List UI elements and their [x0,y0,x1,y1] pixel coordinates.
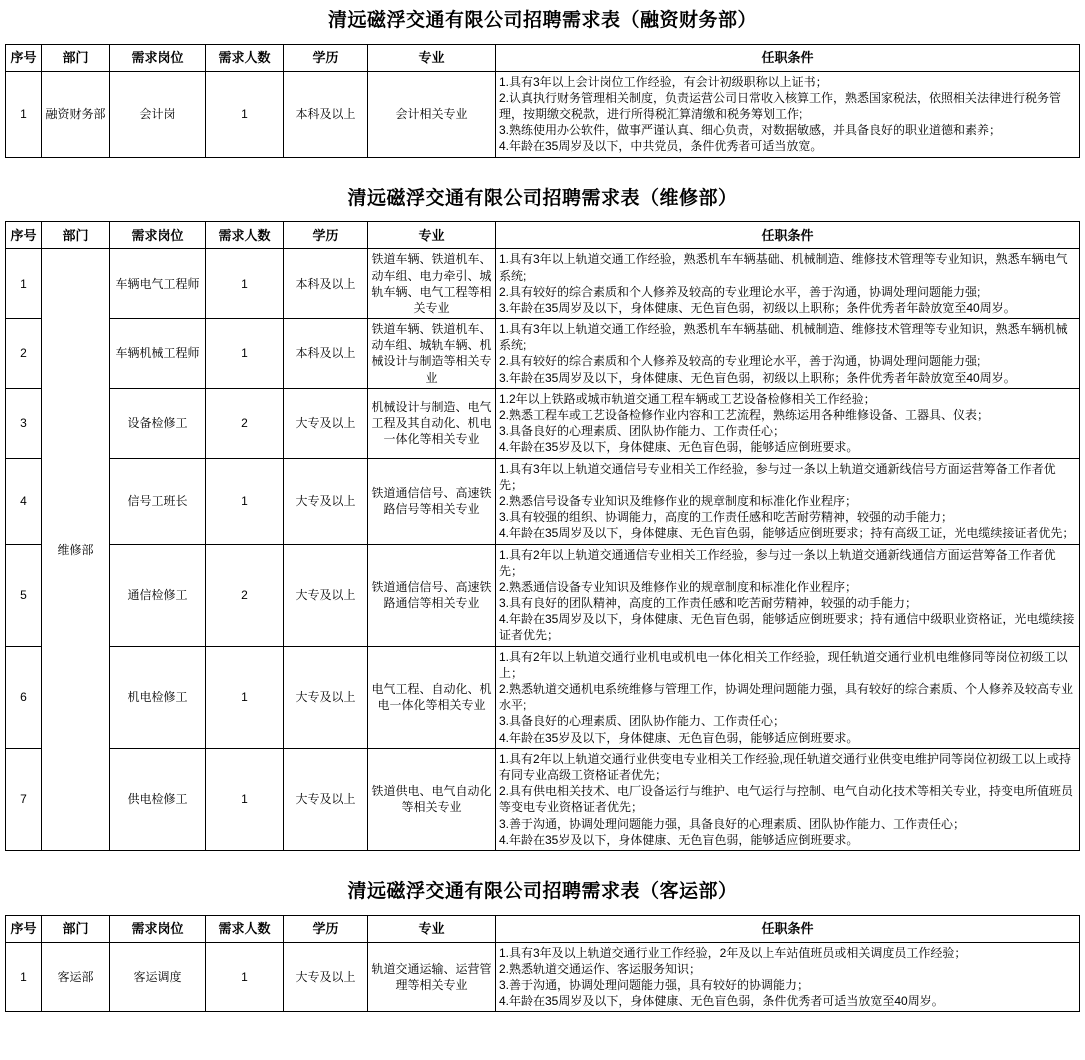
cell-conditions [496,646,1080,748]
condition-line: 3.具备良好的心理素质、团队协作能力、工作责任心； [499,714,786,729]
cell-edu: 大专及以上 [284,942,368,1012]
cell-conditions [496,748,1080,850]
column-header-no: 序号 [6,44,42,71]
condition-line: 1.具有3年以上轨道交通信号专业相关工作经验，参与过一条以上轨道交通新线信号方面运营筹备工作者优先； [499,461,1056,492]
table-row [6,319,1080,389]
cell-edu: 大专及以上 [284,388,368,458]
recruitment-table-finance [5,44,1080,158]
table-row [6,249,1080,319]
cell-dept: 融资财务部 [42,71,110,157]
column-header-conditions: 任职条件 [496,44,1080,71]
section-finance [0,0,1085,158]
condition-line: 4.年龄在35周岁及以下，身体健康、无色盲色弱，能够适应倒班要求；持有通信中级职业资格证，光电缆续接证者优先； [499,612,1075,643]
section-title: 清远磁浮交通有限公司招聘需求表（客运部） [347,880,738,902]
cell-conditions [496,458,1080,544]
column-header-post: 需求岗位 [110,915,206,942]
cell-num: 1 [206,458,284,544]
column-header-post: 需求岗位 [110,44,206,71]
table-row [6,942,1080,1012]
condition-line: 1.具有2年以上轨道交通行业供变电专业相关工作经验,现任轨道交通行业供变电维护同等岗位初级工以上或持有同专业高级工资格证者优先； [499,751,1072,782]
section-passenger [0,871,1085,1012]
table-row [6,646,1080,748]
cell-post: 车辆电气工程师 [110,249,206,319]
column-header-major: 专业 [368,44,496,71]
cell-post: 会计岗 [110,71,206,157]
cell-num: 1 [206,319,284,389]
column-header-num: 需求人数 [206,44,284,71]
column-header-dept: 部门 [42,915,110,942]
cell-major: 铁道车辆、铁道机车、动车组、城轨车辆、机械设计与制造等相关专业 [368,319,496,389]
condition-line: 4.年龄在35岁及以下，身体健康、无色盲色弱，能够适应倒班要求。 [499,730,859,745]
column-header-edu: 学历 [284,222,368,249]
condition-line: 2.熟悉信号设备专业知识及维修作业的规章制度和标准化作业程序； [499,493,858,508]
table-row [6,544,1080,646]
column-header-no: 序号 [6,222,42,249]
condition-line: 1.具有2年以上轨道交通通信专业相关工作经验，参与过一条以上轨道交通新线通信方面运营筹备工作者优先； [499,547,1056,578]
cell-major: 铁道供电、电气自动化等相关专业 [368,748,496,850]
condition-line: 2.具有供电相关技术、电厂设备运行与维护、电气运行与控制、电气自动化技术等相关专业，持变电所值班员等变电专业资格证者优先； [499,784,1074,815]
cell-no: 6 [6,646,42,748]
cell-no: 7 [6,748,42,850]
condition-line: 3.善于沟通，协调处理问题能力强，具有较好的协调能力； [499,977,810,992]
table-header-row [6,915,1080,942]
cell-conditions [496,544,1080,646]
cell-major: 铁道车辆、铁道机车、动车组、电力牵引、城轨车辆、电气工程等相关专业 [368,249,496,319]
condition-line: 2.认真执行财务管理相关制度，负责运营公司日常收入核算工作，熟悉国家税法，依照相关法律进行税务管理，按期缴交税款，进行所得税汇算清缴和税务筹划工作; [499,90,1062,122]
column-header-edu: 学历 [284,44,368,71]
cell-major: 轨道交通运输、运营管理等相关专业 [368,942,496,1012]
cell-major: 铁道通信信号、高速铁路通信等相关专业 [368,544,496,646]
cell-major: 会计相关专业 [368,71,496,157]
recruitment-table-maintenance [5,221,1080,851]
cell-edu: 大专及以上 [284,748,368,850]
table-row [6,458,1080,544]
condition-line: 3.年龄在35周岁及以下，身体健康、无色盲色弱，初级以上职称；条件优秀者年龄放宽至40周岁。 [499,300,1016,315]
cell-conditions [496,942,1080,1012]
column-header-major: 专业 [368,915,496,942]
cell-conditions [496,249,1080,319]
cell-post: 通信检修工 [110,544,206,646]
cell-edu: 大专及以上 [284,646,368,748]
cell-dept-merged: 维修部 [42,249,110,851]
cell-no: 5 [6,544,42,646]
table-row [6,71,1080,157]
condition-line: 3.年龄在35周岁及以下，身体健康、无色盲色弱，初级以上职称；条件优秀者年龄放宽至40周岁。 [499,370,1016,385]
condition-line: 3.善于沟通，协调处理问题能力强，具备良好的心理素质、团队协作能力、工作责任心； [499,816,966,831]
column-header-conditions: 任职条件 [496,222,1080,249]
condition-line: 2.熟悉轨道交通运作、客运服务知识； [499,961,702,976]
condition-line: 1.具有2年以上轨道交通行业机电或机电一体化相关工作经验，现任轨道交通行业机电维修同等岗位初级工以上； [499,649,1068,680]
column-header-num: 需求人数 [206,915,284,942]
condition-line: 2.熟悉工程车或工艺设备检修作业内容和工艺流程，熟练运用各种维修设备、工器具、仪表； [499,408,990,422]
condition-line: 1.具有3年以上轨道交通工作经验，熟悉机车车辆基础、机械制造、维修技术管理等专业知识，熟悉车辆电气系统; [499,252,1068,283]
cell-edu: 大专及以上 [284,544,368,646]
cell-no: 1 [6,942,42,1012]
section-spacer [0,158,1085,178]
cell-no: 1 [6,249,42,319]
cell-major: 铁道通信信号、高速铁路信号等相关专业 [368,458,496,544]
condition-line: 2.具有较好的综合素质和个人修养及较高的专业理论水平，善于沟通，协调处理问题能力强; [499,354,981,369]
condition-line: 1.2年以上铁路或城市轨道交通工程车辆或工艺设备检修相关工作经验； [499,391,876,406]
condition-line: 3.具有较强的组织、协调能力，高度的工作责任感和吃苦耐劳精神，较强的动手能力； [499,510,954,525]
column-header-major: 专业 [368,222,496,249]
cell-num: 2 [206,388,284,458]
table-header-row [6,44,1080,71]
cell-num: 1 [206,748,284,850]
cell-conditions [496,388,1080,458]
cell-edu: 本科及以上 [284,319,368,389]
condition-line: 3.熟练使用办公软件，做事严谨认真、细心负责，对数据敏感，并具备良好的职业道德和素养； [499,123,1002,138]
cell-edu: 大专及以上 [284,458,368,544]
cell-conditions [496,71,1080,157]
condition-line: 2.熟悉轨道交通机电系统维修与管理工作，协调处理问题能力强，具有较好的综合素质、个人修养及较高专业水平; [499,682,1074,713]
cell-no: 4 [6,458,42,544]
cell-no: 2 [6,319,42,389]
recruitment-table-passenger [5,915,1080,1013]
cell-post: 供电检修工 [110,748,206,850]
column-header-edu: 学历 [284,915,368,942]
cell-post: 机电检修工 [110,646,206,748]
condition-line: 4.年龄在35周岁及以下，身体健康、无色盲色弱，条件优秀者可适当放宽至40周岁。 [499,994,944,1009]
condition-line: 4.年龄在35岁及以下，身体健康、无色盲色弱，能够适应倒班要求。 [499,440,859,455]
column-header-conditions: 任职条件 [496,915,1080,942]
section-spacer [0,851,1085,871]
cell-edu: 本科及以上 [284,71,368,157]
cell-num: 2 [206,544,284,646]
cell-post: 设备检修工 [110,388,206,458]
condition-line: 1.具有3年以上会计岗位工作经验，有会计初级职称以上证书； [499,74,828,89]
cell-post: 车辆机械工程师 [110,319,206,389]
column-header-no: 序号 [6,915,42,942]
condition-line: 4.年龄在35周岁及以下，中共党员，条件优秀者可适当放宽。 [499,139,823,154]
cell-major: 电气工程、自动化、机电一体化等相关专业 [368,646,496,748]
section-title: 清远磁浮交通有限公司招聘需求表（维修部） [347,187,738,209]
condition-line: 2.具有较好的综合素质和个人修养及较高的专业理论水平，善于沟通，协调处理问题能力强; [499,284,981,299]
cell-num: 1 [206,646,284,748]
cell-conditions [496,319,1080,389]
cell-no: 1 [6,71,42,157]
condition-line: 2.熟悉通信设备专业知识及维修作业的规章制度和标准化作业程序； [499,579,858,594]
cell-edu: 本科及以上 [284,249,368,319]
table-header-row [6,222,1080,249]
cell-no: 3 [6,388,42,458]
cell-post: 客运调度 [110,942,206,1012]
section-title: 清远磁浮交通有限公司招聘需求表（融资财务部） [327,10,757,31]
cell-num: 1 [206,942,284,1012]
cell-num: 1 [206,249,284,319]
table-row [6,388,1080,458]
cell-post: 信号工班长 [110,458,206,544]
condition-line: 3.具备良好的心理素质、团队协作能力、工作责任心； [499,424,786,439]
condition-line: 1.具有3年以上轨道交通工作经验，熟悉机车车辆基础、机械制造、维修技术管理等专业知识，熟悉车辆机械系统; [499,322,1068,353]
section-maintenance [0,178,1085,851]
condition-line: 3.具有良好的团队精神，高度的工作责任感和吃苦耐劳精神，较强的动手能力； [499,596,918,611]
condition-line: 4.年龄在35岁及以下，身体健康、无色盲色弱，能够适应倒班要求。 [499,832,859,847]
condition-line: 1.具有3年及以上轨道交通行业工作经验，2年及以上车站值班员或相关调度员工作经验； [499,945,967,960]
column-header-post: 需求岗位 [110,222,206,249]
cell-major: 机械设计与制造、电气工程及其自动化、机电一体化等相关专业 [368,388,496,458]
condition-line: 4.年龄在35周岁及以下，身体健康、无色盲色弱，能够适应倒班要求；持有高级工证，光电缆续接证者优先； [499,526,1075,541]
column-header-num: 需求人数 [206,222,284,249]
column-header-dept: 部门 [42,44,110,71]
cell-dept: 客运部 [42,942,110,1012]
cell-num: 1 [206,71,284,157]
table-row [6,748,1080,850]
column-header-dept: 部门 [42,222,110,249]
